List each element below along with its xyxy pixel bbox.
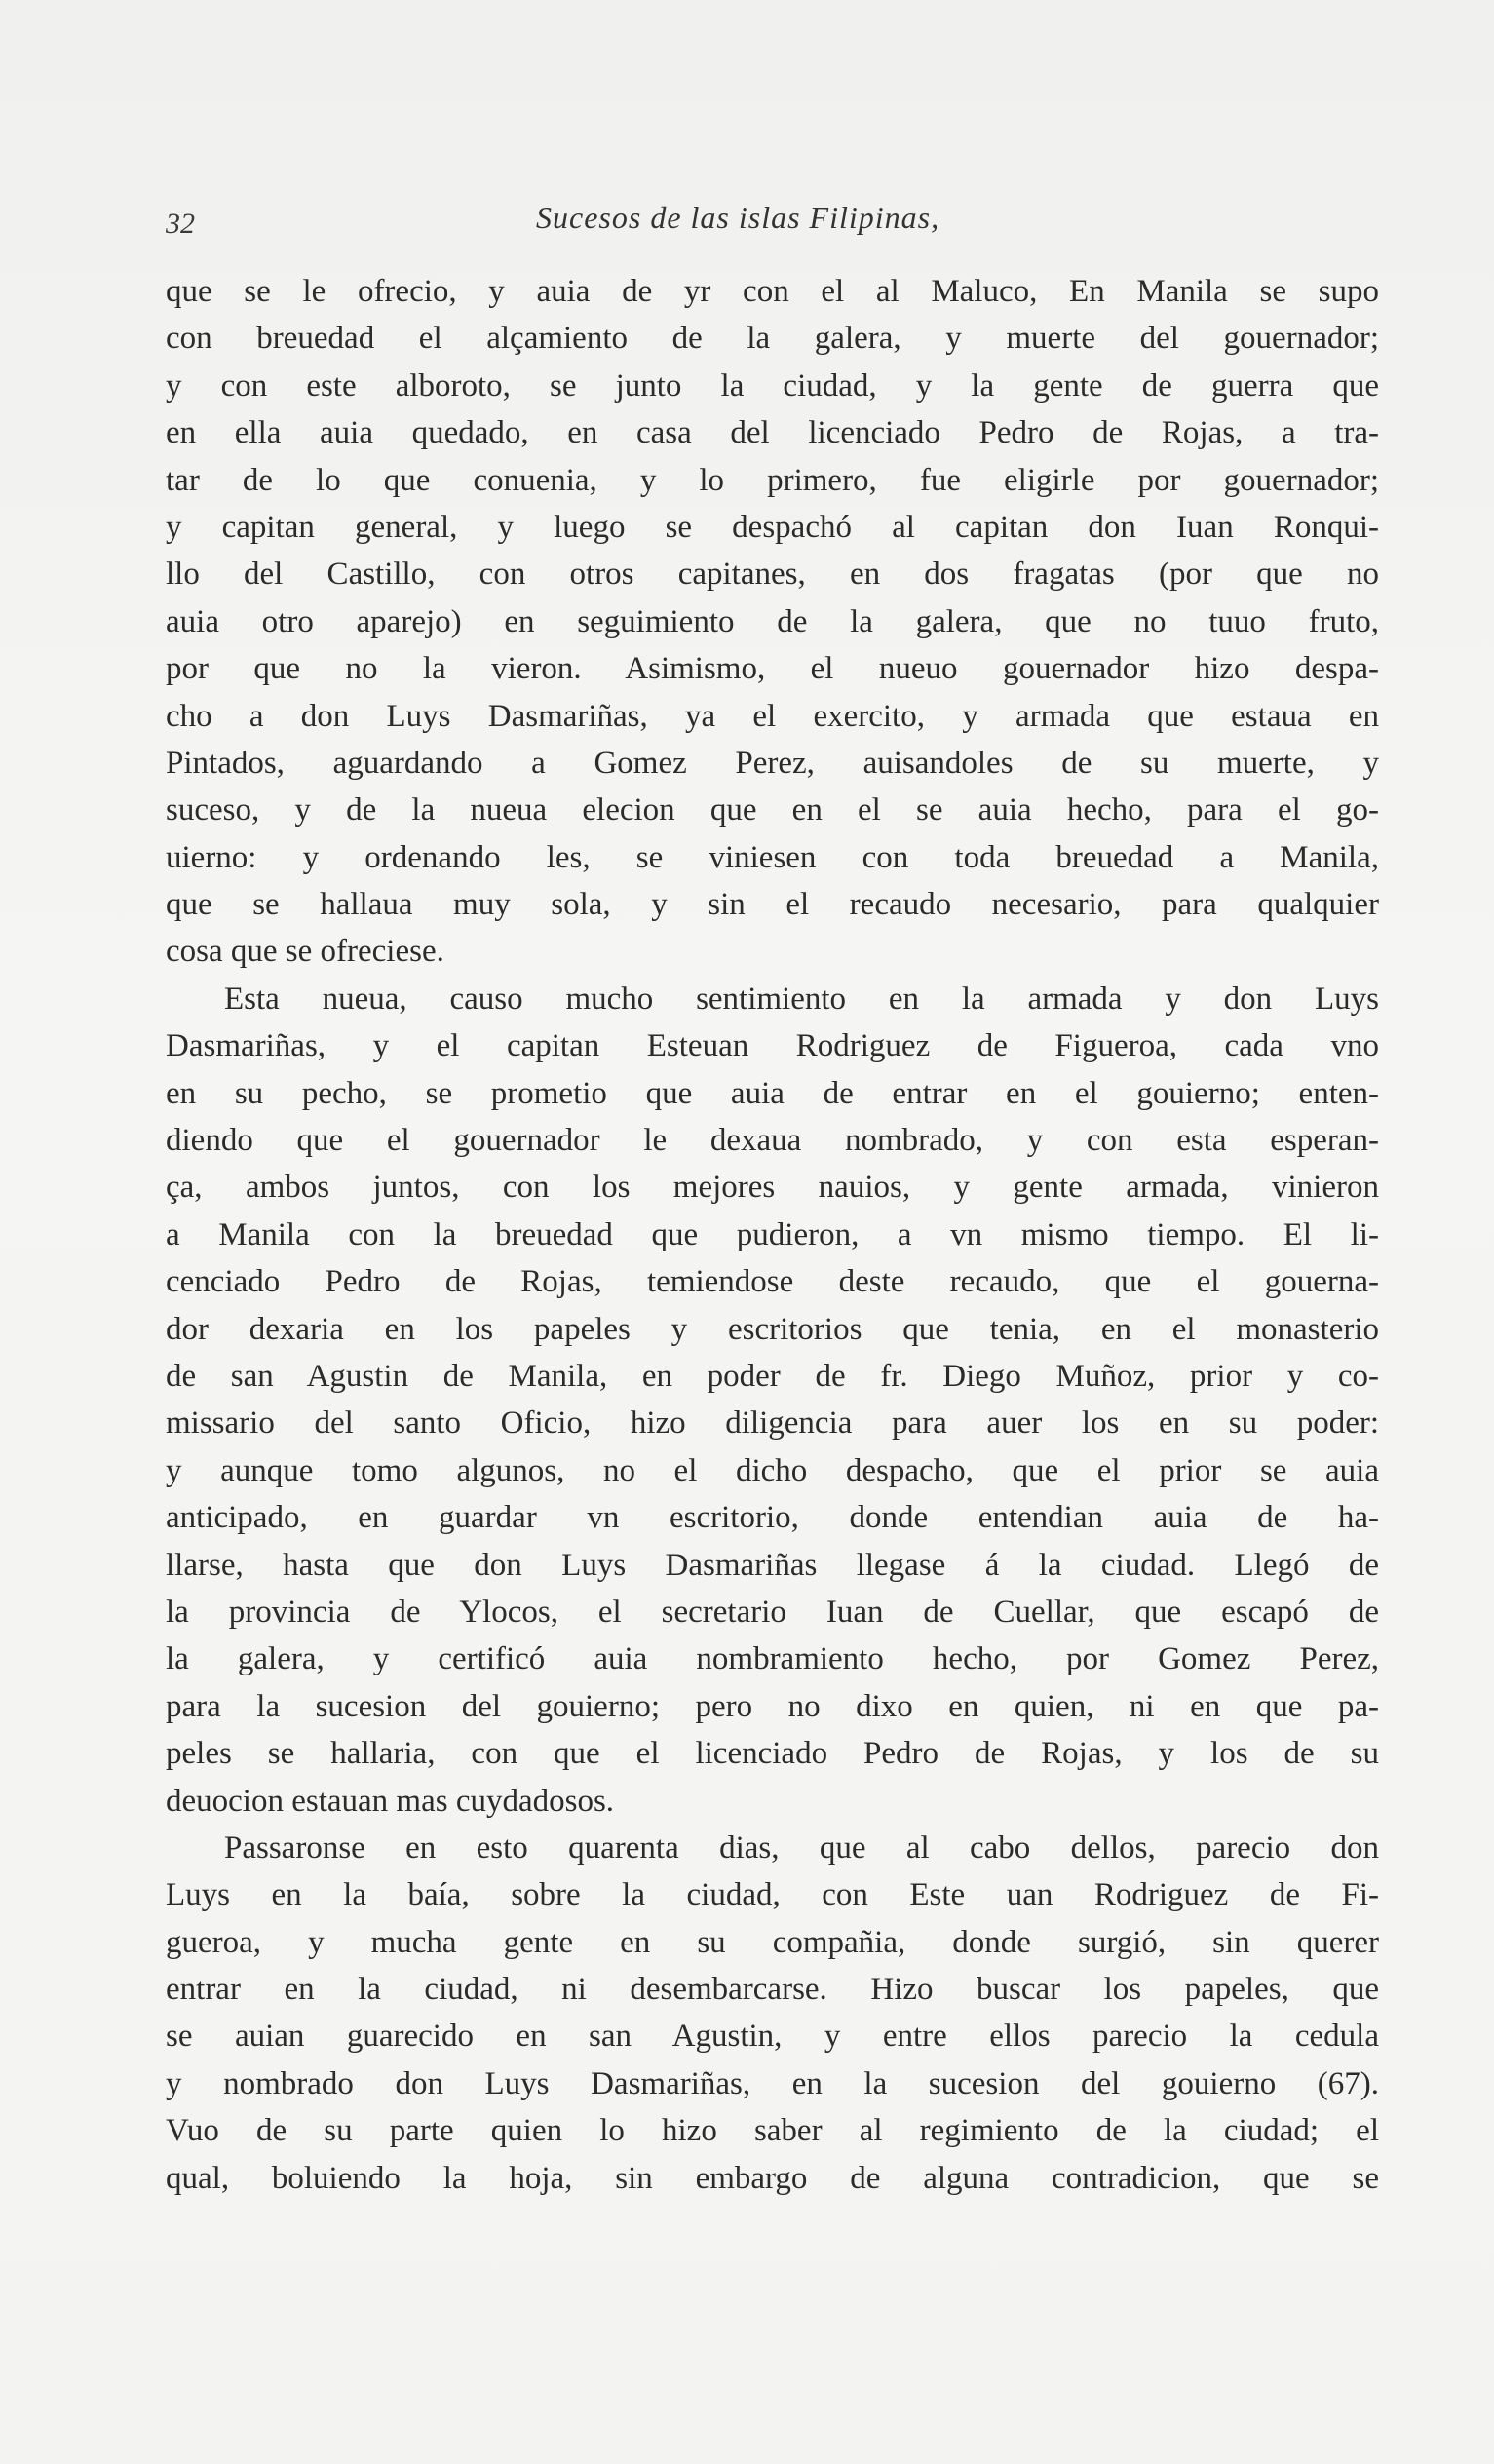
text-line: cho a don Luys Dasmariñas, ya el exercito, y armada que estaua en [166, 698, 1379, 734]
text-line: Dasmariñas, y el capitan Esteuan Rodriguez de Figueroa, cada vno [166, 1028, 1379, 1064]
running-head: Sucesos de las islas Filipinas, [536, 200, 940, 235]
text-line: Luys en la baía, sobre la ciudad, con Este uan Rodriguez de Fi- [166, 1877, 1379, 1913]
text-line: auia otro aparejo) en seguimiento de la galera, que no tuuo fruto, [166, 603, 1379, 639]
text-line: Esta nueua, causo mucho sentimiento en la armada y don Luys [224, 981, 1379, 1017]
text-line: Passaronse en esto quarenta dias, que al cabo dellos, parecio don [224, 1829, 1379, 1866]
text-line: y con este alboroto, se junto la ciudad, y la gente de guerra que [166, 367, 1379, 404]
text-line: en su pecho, se prometio que auia de entrar en el gouierno; enten- [166, 1075, 1379, 1111]
text-line: para la sucesion del gouierno; pero no dixo en quien, ni en que pa- [166, 1688, 1379, 1724]
text-line: Vuo de su parte quien lo hizo saber al regimiento de la ciudad; el [166, 2113, 1379, 2149]
text-line: que se hallaua muy sola, y sin el recaudo necesario, para qualquier [166, 887, 1379, 923]
text-line: deuocion estauan mas cuydadosos. [166, 1783, 615, 1819]
text-line: la provincia de Ylocos, el secretario Iuan de Cuellar, que escapó de [166, 1594, 1379, 1630]
text-line: anticipado, en guardar vn escritorio, donde entendian auia de ha- [166, 1500, 1379, 1536]
text-line: missario del santo Oficio, hizo diligencia para auer los en su poder: [166, 1405, 1379, 1442]
text-line: a Manila con la breuedad que pudieron, a vn mismo tiempo. El li- [166, 1216, 1379, 1252]
text-line: con breuedad el alçamiento de la galera, y muerte del gouernador; [166, 321, 1379, 357]
text-line: suceso, y de la nueua elecion que en el se auia hecho, para el go- [166, 792, 1379, 828]
text-line: la galera, y certificó auia nombramiento hecho, por Gomez Perez, [166, 1641, 1379, 1677]
text-line: ça, ambos juntos, con los mejores nauios, y gente armada, vinieron [166, 1170, 1379, 1206]
body-text [166, 268, 1379, 2202]
page-header [166, 200, 1374, 249]
text-line: y nombrado don Luys Dasmariñas, en la sucesion del gouierno (67). [166, 2065, 1379, 2101]
text-line: cenciado Pedro de Rojas, temiendose deste recaudo, que el gouerna- [166, 1264, 1379, 1300]
text-line: cosa que se ofreciese. [166, 934, 444, 970]
text-line: que se le ofrecio, y auia de yr con el al Maluco, En Manila se supo [166, 274, 1379, 309]
text-line: dor dexaria en los papeles y escritorios que tenia, en el monasterio [166, 1311, 1379, 1347]
text-line: y aunque tomo algunos, no el dicho despacho, que el prior se auia [166, 1452, 1379, 1488]
text-line: uierno: y ordenando les, se viniesen con toda breuedad a Manila, [166, 839, 1379, 875]
text-line: llo del Castillo, con otros capitanes, en dos fragatas (por que no [166, 557, 1379, 593]
text-line: Pintados, aguardando a Gomez Perez, auisandoles de su muerte, y [166, 745, 1379, 781]
text-line: entrar en la ciudad, ni desembarcarse. Hizo buscar los papeles, que [166, 1972, 1379, 2008]
text-line: diendo que el gouernador le dexaua nombrado, y con esta esperan- [166, 1123, 1379, 1159]
text-line: gueroa, y mucha gente en su compañia, donde surgió, sin querer [166, 1924, 1379, 1960]
text-line: peles se hallaria, con que el licenciado Pedro de Rojas, y los de su [166, 1736, 1379, 1772]
text-line: de san Agustin de Manila, en poder de fr. Diego Muñoz, prior y co- [166, 1358, 1379, 1394]
text-line: qual, boluiendo la hoja, sin embargo de alguna contradicion, que se [166, 2160, 1379, 2196]
text-line: en ella auia quedado, en casa del licenciado Pedro de Rojas, a tra- [166, 415, 1379, 451]
text-line: por que no la vieron. Asimismo, el nueuo gouernador hizo despa- [166, 651, 1379, 687]
page-number: 32 [166, 208, 195, 240]
text-line: llarse, hasta que don Luys Dasmariñas llegase á la ciudad. Llegó de [166, 1547, 1379, 1583]
text-line: y capitan general, y luego se despachó al capitan don Iuan Ronqui- [166, 509, 1379, 545]
text-line: tar de lo que conuenia, y lo primero, fue eligirle por gouernador; [166, 462, 1379, 498]
text-line: se auian guarecido en san Agustin, y entre ellos parecio la cedula [166, 2019, 1379, 2055]
